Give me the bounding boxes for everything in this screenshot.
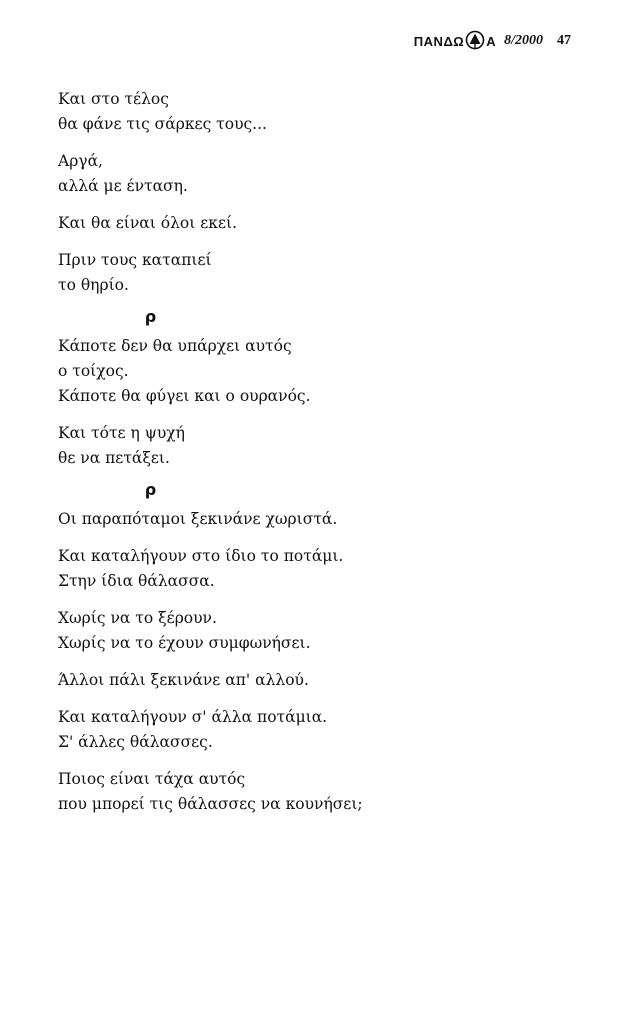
stanza [58, 149, 578, 199]
poem-line: Οι παραπόταμοι ξεκινάνε χωριστά. [58, 510, 338, 528]
stanza [58, 668, 578, 693]
poem-line: που μπορεί τις θάλασσες να κουνήσει; [58, 795, 363, 813]
stanza [58, 334, 578, 409]
poem-line: Και καταλήγουν σ' άλλα ποτάμια. [58, 708, 328, 726]
magazine-name [414, 31, 496, 51]
magazine-name-right: Α [486, 33, 497, 49]
poem-line: θα φάνε τις σάρκες τους... [58, 115, 267, 133]
stanza [58, 606, 578, 656]
poem-body [58, 87, 578, 829]
poem-line: Και καταλήγουν στο ίδιο το ποτάμι. [58, 547, 344, 565]
stanza [58, 211, 578, 236]
stanza [58, 87, 578, 137]
issue-label: 8/2000 [504, 33, 543, 48]
poem-line: αλλά με ένταση. [58, 177, 188, 195]
running-header [414, 31, 571, 51]
stanza [58, 705, 578, 755]
poem-line: Χωρίς να το ξέρουν. [58, 609, 217, 627]
poem-line: Πριν τους καταπιεί [58, 251, 212, 269]
poem-line: Κάποτε δεν θα υπάρχει αυτός [58, 337, 292, 355]
poem-line: ο τοίχος. [58, 362, 129, 380]
poem-line: Και στο τέλος [58, 90, 169, 108]
stanza [58, 544, 578, 594]
poem-line: Άλλοι πάλι ξεκινάνε απ' αλλού. [58, 671, 309, 689]
poem-line: Αργά, [58, 152, 103, 170]
poem-line: Στην ίδια θάλασσα. [58, 572, 215, 590]
stanza [58, 767, 578, 817]
poem-line: θε να πετάξει. [58, 449, 170, 467]
poem-line: το θηρίο. [58, 276, 129, 294]
page-number: 47 [557, 33, 571, 48]
poem-line: Ποιος είναι τάχα αυτός [58, 770, 246, 788]
stanza [58, 248, 578, 298]
poem-line: Κάποτε θα φύγει και ο ουρανός. [58, 387, 311, 405]
magazine-logo-icon [465, 30, 485, 50]
section-separator-ornament: ρ [144, 480, 157, 499]
stanza [58, 421, 578, 471]
poem-line: Και τότε η ψυχή [58, 424, 185, 442]
poem-line: Σ' άλλες θάλασσες. [58, 733, 213, 751]
stanza [58, 507, 578, 532]
poem-line: Και θα είναι όλοι εκεί. [58, 214, 238, 232]
section-separator-ornament: ρ [144, 307, 157, 326]
poem-line: Χωρίς να το έχουν συμφωνήσει. [58, 634, 311, 652]
magazine-name-left: ΠΑΝΔΩ [413, 33, 465, 49]
